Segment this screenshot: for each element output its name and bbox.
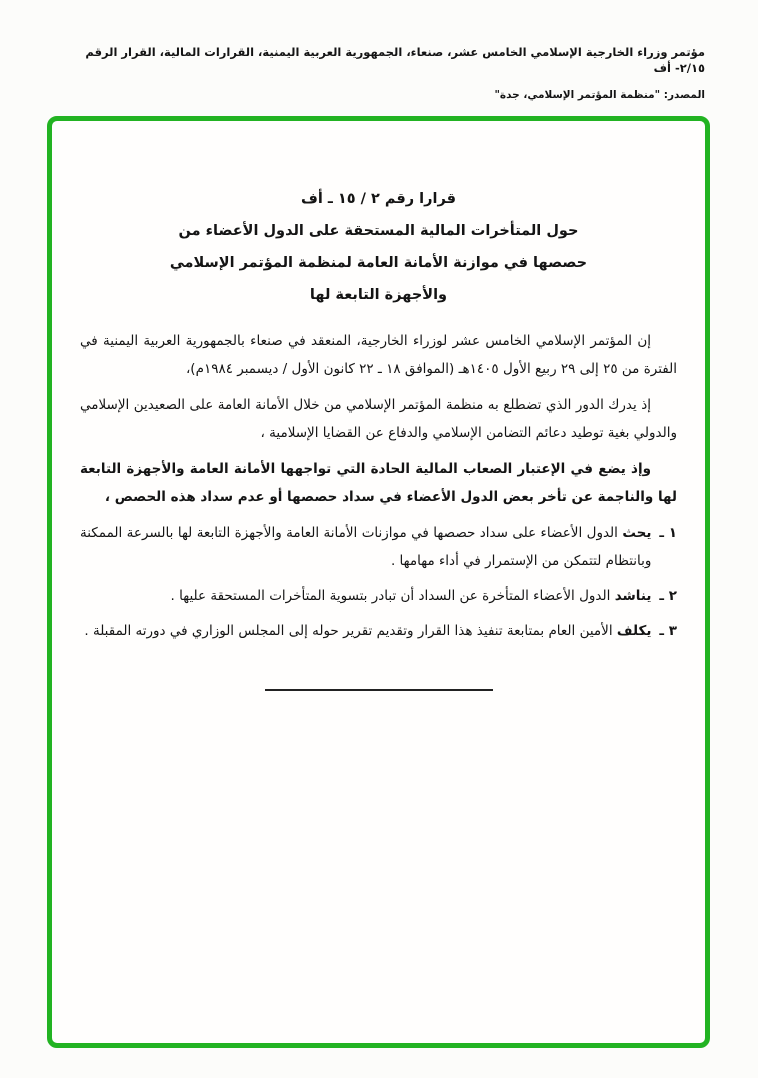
list-item bbox=[80, 617, 677, 645]
header-title-line: مؤتمر وزراء الخارجية الإسلامي الخامس عشر، صنعاء، الجمهورية العربية اليمنية، القرارات المالية، القرار الرقم ٢/١٥- أف bbox=[85, 45, 705, 75]
list-item bbox=[80, 519, 677, 575]
item-body-text: الدول الأعضاء المتأخرة عن السداد أن تبادر بتسوية المتأخرات المستحقة عليها . bbox=[170, 588, 611, 604]
resolution-title-line-2: حول المتأخرات المالية المستحقة على الدول الأعضاء من bbox=[178, 223, 579, 239]
resolution-operative-items bbox=[80, 519, 677, 645]
item-body-text: الدول الأعضاء على سداد حصصها في موازنات الأمانة العامة والأجهزة التابعة لها بالسرعة الممكنة وبانتظام لتتمكن من الإستمرار في أداء مهامها . bbox=[80, 525, 652, 569]
document-content bbox=[52, 121, 705, 691]
resolution-title-line-4: والأجهزة التابعة لها bbox=[309, 287, 448, 303]
item-number: ١ ـ bbox=[659, 525, 677, 541]
resolution-title-line-3: حصصها في موازنة الأمانة العامة لمنظمة المؤتمر الإسلامي bbox=[169, 255, 588, 271]
resolution-title-block bbox=[80, 183, 677, 311]
item-number: ٣ ـ bbox=[659, 623, 677, 639]
preamble-paragraph-3: وإذ يضع في الإعتبار الصعاب المالية الحادة التي تواجهها الأمانة العامة والأجهزة التابعة لها والناجمة عن تأخر بعض الدول الأعضاء في سداد حصصها أو عدم سداد هذه الحصص ، bbox=[80, 461, 677, 505]
item-lead-word: يحث bbox=[622, 525, 652, 541]
preamble-paragraph-1: إن المؤتمر الإسلامي الخامس عشر لوزراء الخارجية، المنعقد في صنعاء بالجمهورية العربية اليمنية في الفترة من ٢٥ إلى ٢٩ ربيع الأول ١٤٠٥هـ (الموافق ١٨ ـ ٢٢ كانون الأول / ديسمبر ١٩٨٤م)، bbox=[80, 333, 677, 377]
preamble-paragraph-2: إذ يدرك الدور الذي تضطلع به منظمة المؤتمر الإسلامي من خلال الأمانة العامة على الصعيدين الإسلامي والدولي بغية توطيد دعائم التضامن الإسلامي والدفاع عن القضايا الإسلامية ، bbox=[80, 397, 677, 441]
item-number: ٢ ـ bbox=[659, 588, 677, 604]
item-lead-word: يناشد bbox=[614, 588, 652, 604]
item-lead-word: يكلف bbox=[616, 623, 652, 639]
item-body-text: الأمين العام بمتابعة تنفيذ هذا القرار وتقديم تقرير حوله إلى المجلس الوزاري في دورته المقبلة . bbox=[84, 623, 613, 639]
list-item bbox=[80, 582, 677, 610]
resolution-preamble bbox=[80, 327, 677, 511]
item-text bbox=[80, 519, 651, 575]
document-frame bbox=[47, 116, 710, 1048]
item-text bbox=[80, 582, 651, 610]
header-source-line: المصدر: "منظمة المؤتمر الإسلامي، جدة" bbox=[494, 89, 705, 101]
page-header bbox=[53, 44, 705, 101]
signature-separator-line bbox=[265, 689, 493, 691]
item-text bbox=[80, 617, 651, 645]
resolution-number-line: قرارا رقم ٢ / ١٥ ـ أف bbox=[301, 191, 456, 207]
